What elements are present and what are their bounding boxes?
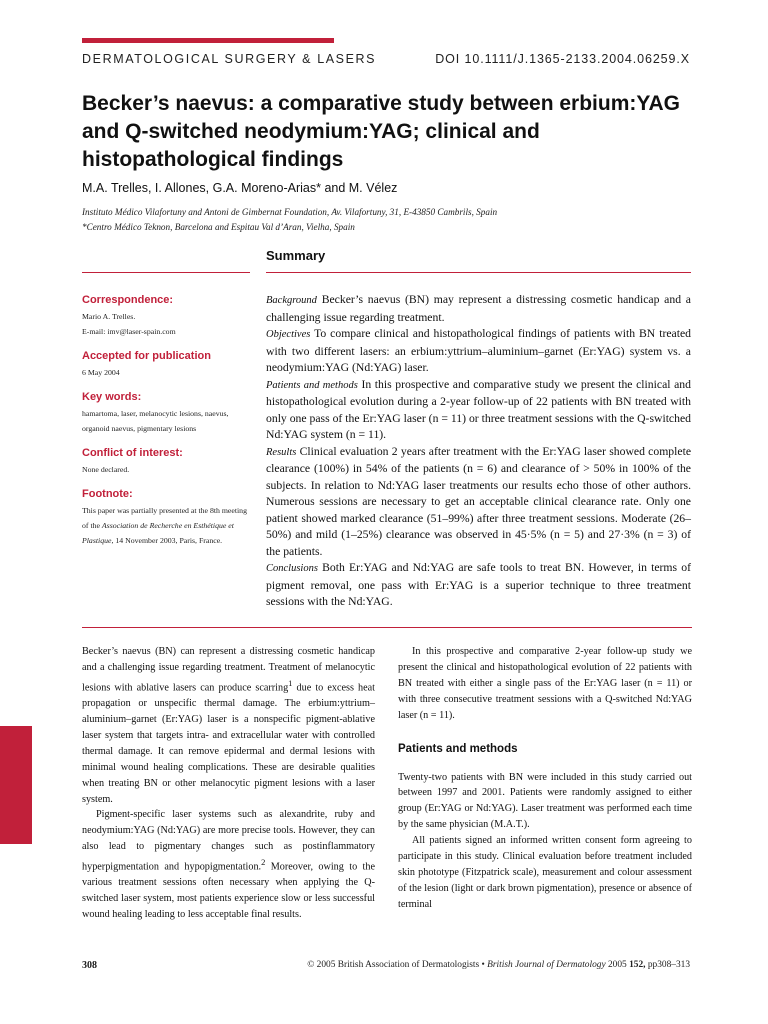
- affiliation-2: *Centro Médico Teknon, Barcelona and Espitau Val d’Aran, Vielha, Spain: [82, 222, 355, 232]
- conclusions-label: Conclusions: [266, 563, 318, 574]
- summary-top-rule: [266, 272, 691, 273]
- doi-label: DOI 10.1111/J.1365-2133.2004.06259.X: [435, 52, 690, 66]
- footer-pages: pp308–313: [645, 960, 690, 970]
- section-tab-marker: [0, 726, 32, 844]
- copyright: © 2005 British Association of Dermatologists: [307, 960, 480, 970]
- summary-bottom-rule: [82, 627, 692, 628]
- journal-section-label: DERMATOLOGICAL SURGERY & LASERS: [82, 52, 377, 66]
- footer-year: 2005: [605, 960, 630, 970]
- abstract: [266, 292, 691, 611]
- methods-label: Patients and methods: [266, 379, 358, 391]
- article-info-sidebar: [82, 293, 250, 548]
- footnote-association: Association de Recherche en Esthétique et Plastique: [82, 521, 234, 545]
- footnote-label: Footnote:: [82, 488, 133, 500]
- footnote-text-post: , 14 November 2003, Paris, France.: [111, 536, 223, 545]
- abstract-results: [266, 444, 691, 561]
- accepted-date: 6 May 2004: [82, 368, 120, 377]
- background-text: Becker’s naevus (BN) may represent a distressing cosmetic handicap and a challenging issue regarding treatment.: [266, 293, 691, 324]
- abstract-objectives: [266, 326, 691, 377]
- body-text: Moreover, owing to the various treatment sessions often necessary when applying the Q-switched laser system, most patients experience slow or less successful wound healing leading to less acceptable final results.: [82, 861, 375, 921]
- article-title: Becker’s naevus: a comparative study between erbium:YAG and Q-switched neodymium:YAG; clinical and histopathological findings: [82, 92, 680, 171]
- page-number: 308: [82, 960, 97, 971]
- body-paragraph: All patients signed an informed written consent form agreeing to participate in this study. Clinical evaluation before treatment included skin phototype (Fitzpatrick scale), measurement and colour assessment of the lesion (light or dark brown pigmentation), presence or absence of terminal: [398, 835, 692, 910]
- methods-text: In this prospective and comparative study we present the clinical and histopathological evolution during a 2-year follow-up of 22 patients with BN treated with only one pass of the Er:YAG laser (n = 11) or three treatment sessions with the Q-switched Nd:YAG system (n = 11).: [266, 377, 691, 441]
- correspondence-details: [82, 309, 250, 339]
- affiliation-1: Instituto Médico Vilafortuny and Antoni de Gimbernat Foundation, Av. Vilafortuny, 31, E-43850 Cambrils, Spain: [82, 207, 498, 217]
- conflict-label: Conflict of interest:: [82, 447, 183, 459]
- results-label: Results: [266, 446, 297, 458]
- body-paragraph: Twenty-two patients with BN were included in this study carried out between 1997 and 2001. Patients were randomly assigned to either group (Er:YAG or Nd:YAG). Laser treatment was performed each time by the same physician (M.A.T.).: [398, 771, 692, 831]
- sidebar-top-rule: [82, 272, 250, 273]
- footer-journal: British Journal of Dermatology: [487, 960, 606, 970]
- body-paragraph: In this prospective and comparative 2-year follow-up study we present the clinical and histopathological evolution of 22 patients with BN treated with either a single pass of the Er:YAG laser (n = 11) or with three consecutive treatment sessions with a Q-switched Nd:YAG laser (n = 11).: [398, 646, 692, 721]
- affiliations: [82, 205, 692, 235]
- footer-volume: 152,: [629, 960, 646, 970]
- footer-bullet: •: [479, 960, 488, 970]
- results-text: Clinical evaluation 2 years after treatment with the Er:YAG laser showed complete clearance (100%) in 54% of the patients (n = 6) and clearance of > 50% in 100% of the subjects. In relation to Nd:YAG laser treatments our results echo those of other authors. Numerous sessions are necessary to get an acceptable clinical clearance rate. Only one patient showed marked clearance (51–99%) after three treatment sessions. Moderate (26–50%) and mild (1–25%) clearance was observed in 45·5% (n = 5) and 27·3% (n = 3) of the patients.: [266, 444, 692, 558]
- header-accent-rule: [82, 38, 334, 43]
- objectives-label: Objectives: [266, 329, 311, 340]
- footer-citation: [307, 960, 690, 970]
- body-paragraph: [82, 807, 375, 923]
- footnote-text: [82, 503, 250, 548]
- abstract-methods: [266, 377, 691, 444]
- body-text: Becker’s naevus (BN) can represent a distressing cosmetic handicap and a challenging issue regarding treatment. Treatment of melanocytic lesions with ablative lasers can produce scarring: [82, 646, 375, 694]
- body-text: due to excess heat propagation or unspecific thermal damage. The erbium:yttrium–aluminium–garnet (Er:YAG) laser is a nonspecific pigment-ablative laser system that targets intra- and extracellular water with controlled thermal damage. It can remove epidermal and dermal lesions with minimal wound healing complications. These are desirable qualities when treating BN or other melanocytic pigment lesions with a laser system.: [82, 682, 375, 805]
- correspondence-label: Correspondence:: [82, 294, 174, 306]
- keywords-text: hamartoma, laser, melanocytic lesions, naevus, organoid naevus, pigmentary lesions: [82, 409, 229, 433]
- objectives-text: To compare clinical and histopathological findings of patients with BN treated with two different lasers: an erbium:yttrium–aluminium–garnet (Er:YAG) system vs. a neodymium:YAG (Nd:YAG) laser.: [266, 327, 691, 374]
- section-heading-patients-methods: Patients and methods: [398, 742, 518, 755]
- body-column-right: [398, 644, 692, 913]
- background-label: Background: [266, 295, 317, 306]
- correspondence-name: Mario A. Trelles.: [82, 312, 136, 321]
- summary-heading: Summary: [266, 248, 326, 263]
- body-paragraph: [82, 644, 375, 807]
- citation-ref: 1: [288, 677, 293, 688]
- accepted-label: Accepted for publication: [82, 350, 211, 362]
- body-text: Pigment-specific laser systems such as alexandrite, ruby and neodymium:YAG (Nd:YAG) are more precise tools. However, they can also lead to pigmentary changes such as postinflammatory hyperpigmentation and hypopigmentation.: [82, 809, 375, 873]
- footnote-text-pre: This paper was partially presented at the 8th meeting of the: [82, 506, 247, 530]
- citation-ref: 2: [261, 857, 266, 868]
- abstract-background: [266, 292, 691, 326]
- author-list: M.A. Trelles, I. Allones, G.A. Moreno-Arias* and M. Vélez: [82, 181, 398, 195]
- conflict-text: None declared.: [82, 465, 130, 474]
- keywords-label: Key words:: [82, 391, 142, 403]
- abstract-conclusions: [266, 560, 691, 611]
- conclusions-text: Both Er:YAG and Nd:YAG are safe tools to treat BN. However, in terms of pigment removal, one pass with Er:YAG is a superior technique to three treatment sessions with the Nd:YAG.: [266, 561, 692, 608]
- body-column-left: [82, 644, 375, 923]
- correspondence-email: E-mail: imv@laser-spain.com: [82, 327, 176, 336]
